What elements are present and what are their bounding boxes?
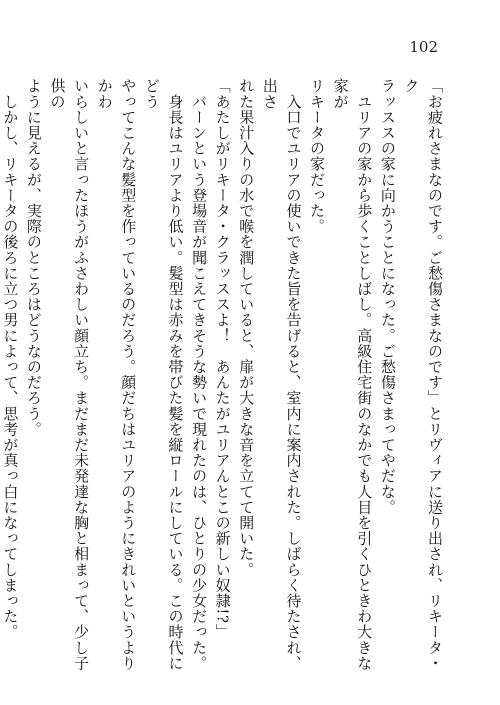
text-line: リキータの家だった。 bbox=[308, 78, 327, 234]
text-line: ように見えるが、実際のところはどうなのだろう。 bbox=[24, 78, 43, 437]
novel-text bbox=[1, 78, 446, 674]
text-line: れた果汁入りの水で喉を潤していると、扉が大きな音を立てて開いた。 bbox=[237, 78, 256, 578]
text-line: バーンという登場音が聞こえてきそうな勢いで現れたのは、ひとりの少女だった。 bbox=[190, 78, 209, 671]
text-line: 「お疲れさまなのです。ご愁傷さまなのです」とリヴィアに送り出され、リキータ・ク bbox=[402, 78, 444, 671]
text-line: 入口でユリアの使いできた旨を告げると、室内に案内された。しばらく待たされ、出さ bbox=[260, 78, 303, 671]
page-number: 102 bbox=[409, 38, 438, 56]
text-line: やってこんな髪型を作っているのだろう。顔だちはユリアのようにきれいというよりかわ bbox=[95, 78, 138, 671]
text-line: 「あたしがリキータ・クラッススよ！ あんたがユリアんとこの新しい奴隷!?」 bbox=[213, 78, 232, 640]
text-line: ユリアの家から歩くことしばし。高級住宅街のなかでも人目を引くひときわ大きな家が bbox=[331, 78, 374, 671]
text-line: ラッススの家に向かうことになった。ご愁傷さまってやだな。 bbox=[378, 78, 397, 515]
text-line: 身長はユリアより低い。髪型は赤みを帯びた髪を縦ロールにしている。この時代にどう bbox=[142, 78, 185, 671]
text-line: しかし、リキータの後ろに立つ男によって、思考が真っ白になってしまった。 bbox=[1, 78, 20, 640]
text-line: いらしいと言ったほうがふさわしい顔立ち。まだまだ未発達な胸と相まって、少し子供の bbox=[48, 78, 91, 671]
